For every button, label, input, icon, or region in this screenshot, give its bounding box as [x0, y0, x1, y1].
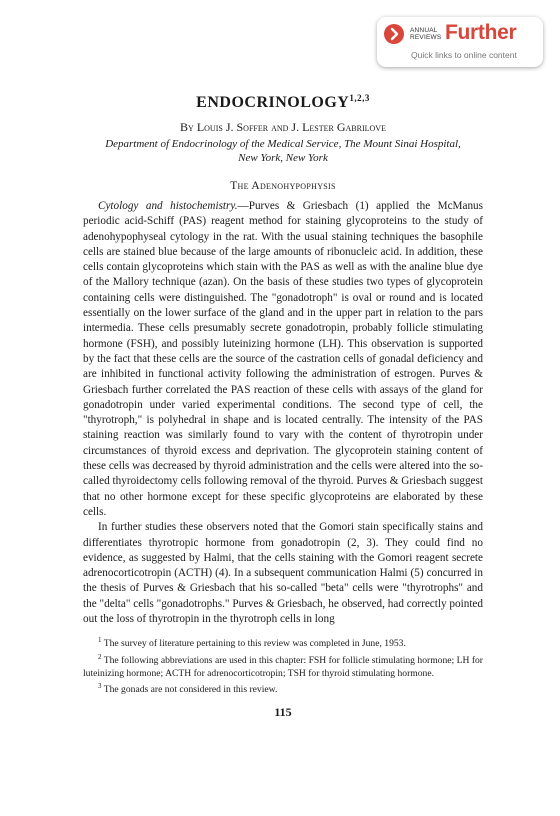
author-affiliation: Department of Endocrinology of the Medical Service, The Mount Sinai Hospital, New York, New York — [105, 138, 461, 164]
further-tagline: Quick links to online content — [411, 50, 517, 60]
footnote-2: $^2$ The following abbreviations are used in this chapter: FSH for follicle stimulating hormone; LH for luteinizing hormone; ACTH for adrenocorticotropin; TSH for thyroid stimulating hormone. — [83, 653, 483, 679]
title-footnote-markers: 1,2,3 — [349, 93, 370, 103]
body-paragraph-2: In further studies these observers noted that the Gomori stain specifically stains and differentiates thyrotropic hormone from gonadotropin (2, 3). They could find no evidence, as suggested by Halmi, that the cells staining with the Gomori reagent secrete adrenocorticotropin (ACTH) (4). In a subsequent communication Halmi (5) concurred in the thesis of Purves & Griesbach that his so-called "beta" cells were "thyrotrophs" and the "delta" cells "gonadotrophs." Purves & Griesbach, he observed, had correctly pointed out the loss of thyrotropin in the thyrotroph cells in long — [83, 521, 483, 626]
body-paragraph-1: Cytology and histochemistry.—Purves & Griesbach (1) applied the McManus periodic acid-Schiff (PAS) reagent method for staining glycoproteins to the study of adenohypophyseal cytology in the rat. With the usual staining techniques the basophile cells are stained blue because of the large amounts of ribonucleic acid. In addition, these cells contain glycoproteins which stain with the PAS as well as with the analine blue dye of the Mallory technique (azan). On the basis of these studies two types of glycoprotein containing cells were distinguished. The "gonadotroph" is oval or round and is located essentially on the lower surface of the gland and in the upper part in relation to the pars intermedia. These cells presumably secrete gonadotropin, probably follicle stimulating hormone (FSH), and possibly luteinizing hormone (LH). This observation is supported by the fact that these cells are the source of the castration cells of gonadal deficiency and are inhibited in functional activity following the administration of estrogen. Purves & Griesbach further correlated the PAS reaction of these cells with assays of the gland for gonadotropin under varied experimental conditions. The second type of cell, the "thyrotroph," is polyhedral in shape and is located centrally. The intensity of the PAS staining reaction was similarly found to vary with the content of thyrotropin under circumstances of thyroid excess and deprivation. The glycoprotein staining content of these cells was decreased by thyroid administration and the cells were altered into the so-called thyroidectomy cells following removal of the thyroid. Purves & Griesbach suggest that no other hormone except for these specific glycoproteins are elaborated by these cells. — [83, 200, 483, 518]
article-title: ENDOCRINOLOGY$^{1,2,3}$ — [196, 93, 370, 111]
further-label: Further — [445, 21, 517, 44]
footnote-1: $^1$ The survey of literature pertaining to this review was completed in June, 1953. — [98, 636, 406, 650]
footnote-3: $^3$ The gonads are not considered in this review. — [98, 682, 278, 696]
section-heading: The Adenohypophysis — [230, 180, 336, 192]
footnotes — [83, 634, 483, 697]
page-number: 115 — [274, 705, 292, 720]
chevron-right-icon — [384, 24, 404, 44]
article-page — [83, 88, 483, 720]
annual-reviews-logo-text: ANNUAL REVIEWS — [410, 27, 442, 41]
further-links-badge[interactable] — [377, 17, 543, 67]
paragraph-lead: Cytology and histochemistry. — [98, 200, 238, 212]
article-authors: By Louis J. Soffer and J. Lester Gabrilove — [180, 120, 386, 134]
